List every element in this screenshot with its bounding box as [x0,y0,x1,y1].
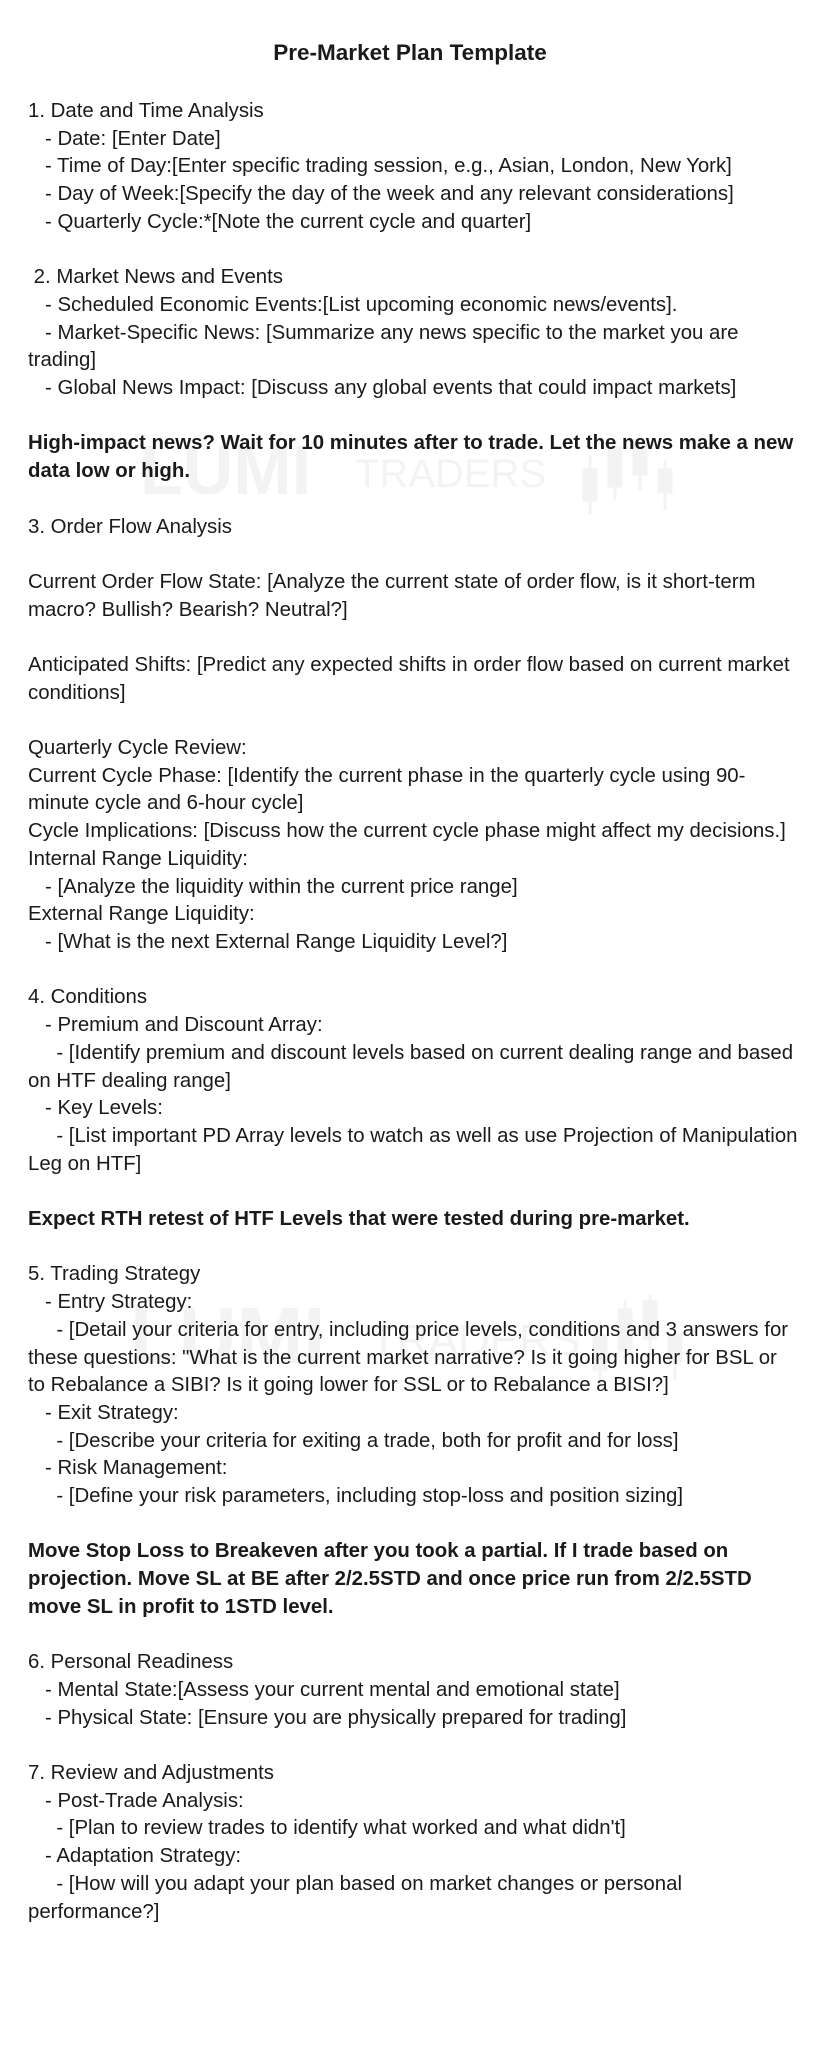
text-line: 7. Review and Adjustments [28,1762,274,1784]
text-line: Internal Range Liquidity: [28,847,248,870]
text-line: Anticipated Shifts: [Predict any expected shifts in order flow based on current market conditions] [28,653,796,704]
text-line: - [Describe your criteria for exiting a trade, both for profit and for loss] [28,1429,679,1452]
text-line: Cycle Implications: [Discuss how the current cycle phase might affect my decisions.] [28,820,786,843]
highlight-note: High-impact news? Wait for 10 minutes after to trade. Let the news make a new data low or high. [28,432,799,483]
text-line: - [Analyze the liquidity within the current price range] [28,875,518,898]
document-body [28,98,804,1926]
text-line: - Premium and Discount Array: [28,1014,323,1037]
text-line: 5. Trading Strategy [28,1263,201,1286]
text-line: 2. Market News and Events [28,266,283,289]
text-line: 1. Date and Time Analysis [28,100,264,122]
text-line: - Scheduled Economic Events:[List upcoming economic news/events]. [28,293,678,316]
blank-line [28,1234,798,1262]
text-line: - [Define your risk parameters, including stop-loss and position sizing] [28,1485,684,1508]
text-line: - Physical State: [Ensure you are physically prepared for trading] [28,1706,627,1729]
blank-line [28,486,798,514]
blank-line [28,957,798,985]
text-line: - Adaptation Strategy: [28,1845,242,1868]
text-line: - [Identify premium and discount levels based on current dealing range and based on HTF dealing range] [28,1041,799,1092]
text-line: - [Detail your criteria for entry, including price levels, conditions and 3 answers for these questions: "What is the current market narrative? Is it going higher for BSL or to Rebalance a SIBI? Is it going lower for SSL or to Rebalance a BISI?] [28,1318,794,1397]
text-line: Quarterly Cycle Review: [28,737,247,760]
text-line: 3. Order Flow Analysis [28,515,232,538]
text-line: - Market-Specific News: [Summarize any news specific to the market you are trading] [28,321,745,372]
text-line: - [How will you adapt your plan based on market changes or personal performance?] [28,1872,688,1923]
blank-line [28,541,798,569]
blank-line [28,707,798,735]
text-line: 4. Conditions [28,986,148,1009]
text-line: - Quarterly Cycle:*[Note the current cycle and quarter] [28,210,532,233]
text-line: - Global News Impact: [Discuss any global events that could impact markets] [28,377,737,400]
text-line: - Key Levels: [28,1097,163,1120]
text-line: Current Cycle Phase: [Identify the current phase in the quarterly cycle using 90-minute cycle and 6-hour cycle] [28,764,746,815]
text-line: - [Plan to review trades to identify what worked and what didn't] [28,1817,626,1840]
text-line: - Date: [Enter Date] [28,127,221,150]
text-line: Current Order Flow State: [Analyze the current state of order flow, is it short-term macro? Bullish? Bearish? Neutral?] [28,570,762,621]
highlight-note: Expect RTH retest of HTF Levels that were tested during pre-market. [28,1208,690,1230]
text-line: - [What is the next External Range Liquidity Level?] [28,931,508,953]
text-line: - Post-Trade Analysis: [28,1789,244,1812]
blank-line [28,624,798,652]
text-line: - Entry Strategy: [28,1291,193,1314]
blank-line [28,1178,798,1206]
text-line: - [List important PD Array levels to watch as well as use Projection of Manipulation Leg on HTF] [28,1124,804,1175]
text-line: - Day of Week:[Specify the day of the week and any relevant considerations] [28,183,734,206]
blank-line [28,403,798,431]
blank-line [28,1732,798,1760]
text-line: - Exit Strategy: [28,1401,179,1424]
text-line: - Mental State:[Assess your current mental and emotional state] [28,1678,620,1701]
blank-line [28,1511,798,1539]
text-line: 6. Personal Readiness [28,1651,234,1674]
blank-line [28,237,798,265]
document-title: Pre-Market Plan Template [273,40,547,65]
text-line: External Range Liquidity: [28,903,255,926]
text-line: - Time of Day:[Enter specific trading session, e.g., Asian, London, New York] [28,155,732,178]
blank-line [28,1622,798,1650]
highlight-note: Move Stop Loss to Breakeven after you took a partial. If I trade based on projection. Move SL at BE after 2/2.5STD and once price run from 2/2.5STD move SL in profit to 1STD level. [28,1540,758,1618]
text-line: - Risk Management: [28,1457,228,1480]
